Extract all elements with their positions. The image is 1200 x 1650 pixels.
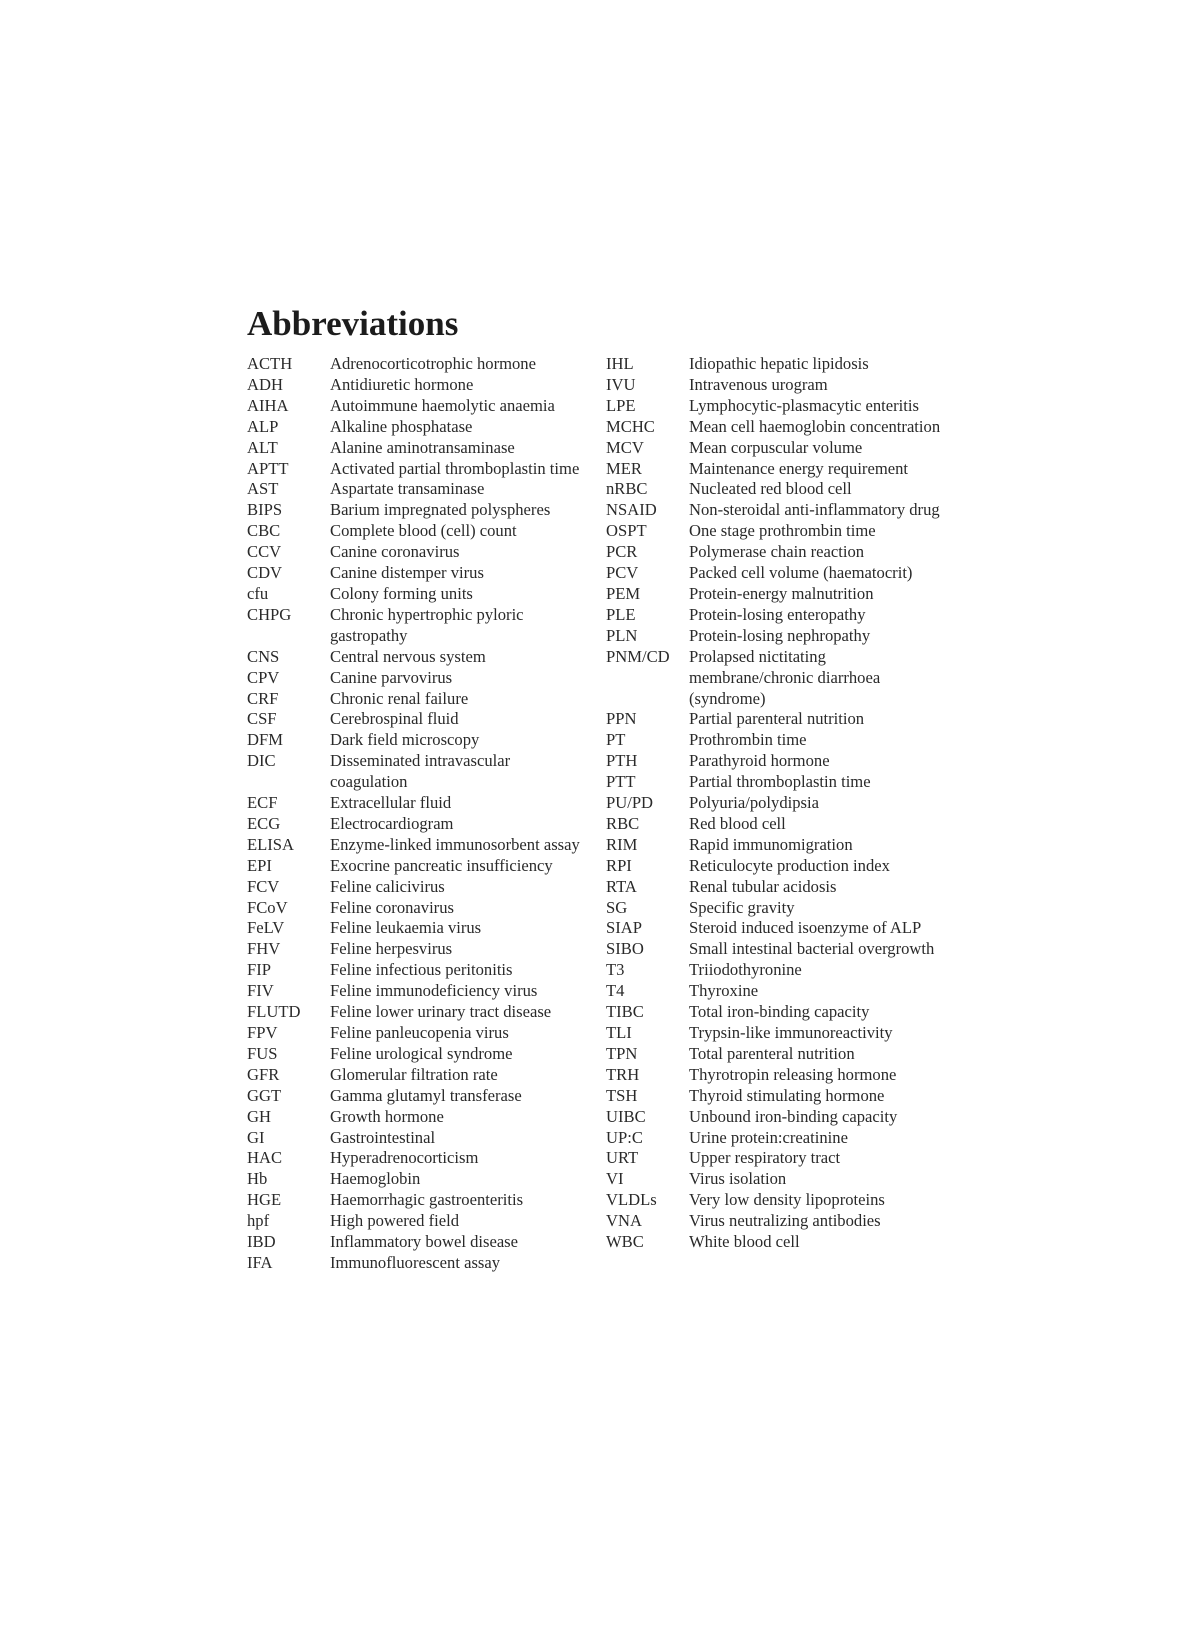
- abbreviation-definition: Protein-energy malnutrition: [689, 583, 874, 603]
- abbreviation-code: FPV: [247, 1023, 278, 1042]
- abbreviation-definition: Cerebrospinal fluid: [330, 709, 459, 729]
- abbreviation-code: FLUTD: [247, 1002, 301, 1022]
- abbreviation-code: hpf: [247, 1211, 270, 1231]
- abbreviation-entry: [606, 354, 946, 375]
- abbreviation-entry: [606, 1107, 946, 1128]
- abbreviation-definition: Maintenance energy requirement: [689, 458, 909, 478]
- abbreviation-entry: [606, 918, 946, 939]
- abbreviation-entry: [606, 730, 946, 751]
- abbreviation-code: TPN: [606, 1043, 638, 1063]
- abbreviation-definition: Canine coronavirus: [330, 542, 460, 562]
- abbreviation-definition: Upper respiratory tract: [689, 1148, 841, 1168]
- abbreviation-code: HAC: [247, 1148, 283, 1168]
- abbreviation-entry: [606, 1023, 946, 1044]
- abbreviation-definition: Feline panleucopenia virus: [330, 1023, 509, 1042]
- abbreviation-entry: [247, 877, 582, 898]
- abbreviation-entry: [247, 1169, 582, 1190]
- abbreviation-entry: [247, 1002, 582, 1023]
- abbreviation-definition: Feline coronavirus: [330, 897, 454, 917]
- abbreviation-entry: [247, 856, 582, 877]
- abbreviation-definition: Trypsin-like immunoreactivity: [689, 1023, 893, 1042]
- abbreviation-entry: [606, 835, 946, 856]
- abbreviation-entry: [247, 438, 582, 459]
- abbreviation-entry: [606, 563, 946, 584]
- abbreviation-definition: Inflammatory bowel disease: [330, 1232, 519, 1252]
- abbreviation-code: IFA: [247, 1252, 273, 1272]
- abbreviation-definition: Immunofluorescent assay: [330, 1252, 501, 1272]
- abbreviation-code: PEM: [606, 583, 641, 603]
- abbreviation-definition: Prolapsed nictitating membrane/chronic diarrhoea (syndrome): [689, 646, 881, 708]
- abbreviation-code: TIBC: [606, 1002, 644, 1022]
- abbreviation-entry: [606, 1065, 946, 1086]
- abbreviation-code: PCR: [606, 542, 638, 562]
- abbreviation-code: UP:C: [606, 1127, 643, 1147]
- abbreviation-entry: [247, 1065, 582, 1086]
- abbreviation-code: GGT: [247, 1085, 282, 1105]
- abbreviation-definition: Intravenous urogram: [689, 374, 828, 394]
- abbreviation-definition: Aspartate transaminase: [330, 479, 485, 499]
- abbreviation-code: BIPS: [247, 500, 283, 520]
- abbreviation-code: FHV: [247, 939, 281, 959]
- abbreviation-definition: Canine distemper virus: [330, 563, 484, 583]
- abbreviation-entry: [247, 584, 582, 605]
- abbreviation-entry: [606, 396, 946, 417]
- abbreviation-code: TSH: [606, 1085, 638, 1105]
- abbreviation-code: CRF: [247, 688, 279, 708]
- abbreviation-definition: Packed cell volume (haematocrit): [689, 563, 913, 583]
- abbreviation-entry: [247, 417, 582, 438]
- abbreviation-entry: [247, 1148, 582, 1169]
- abbreviation-entry: [606, 877, 946, 898]
- abbreviation-entry: [606, 960, 946, 981]
- abbreviation-definition: Thyroid stimulating hormone: [689, 1085, 885, 1105]
- abbreviation-definition: Gastrointestinal: [330, 1127, 436, 1147]
- abbreviation-entry: [247, 1023, 582, 1044]
- abbreviation-entry: [606, 1190, 946, 1211]
- abbreviation-entry: [606, 542, 946, 563]
- abbreviation-code: CCV: [247, 542, 282, 562]
- abbreviation-definition: Partial parenteral nutrition: [689, 709, 865, 729]
- abbreviation-definition: Idiopathic hepatic lipidosis: [689, 354, 869, 373]
- abbreviation-code: IVU: [606, 374, 636, 394]
- abbreviation-entry: [247, 521, 582, 542]
- abbreviation-entry: [247, 1107, 582, 1128]
- abbreviation-entry: [606, 939, 946, 960]
- abbreviation-code: PTH: [606, 751, 638, 771]
- abbreviation-entry: [606, 814, 946, 835]
- abbreviation-code: GH: [247, 1106, 271, 1126]
- abbreviation-definition: Unbound iron-binding capacity: [689, 1106, 898, 1126]
- abbreviation-definition: Gamma glutamyl transferase: [330, 1085, 522, 1105]
- abbreviation-entry: [247, 668, 582, 689]
- abbreviation-entry: [606, 375, 946, 396]
- abbreviation-definition: Barium impregnated polyspheres: [330, 500, 551, 520]
- abbreviation-entry: [606, 1128, 946, 1149]
- abbreviation-definition: Triiodothyronine: [689, 960, 802, 980]
- abbreviation-entry: [247, 1232, 582, 1253]
- abbreviation-list-left: [247, 354, 582, 1274]
- abbreviation-code: PT: [606, 730, 626, 750]
- abbreviation-code: OSPT: [606, 521, 647, 541]
- abbreviation-definition: Non-steroidal anti-inflammatory drug: [689, 500, 940, 520]
- abbreviation-definition: High powered field: [330, 1211, 460, 1231]
- abbreviation-definition: Alkaline phosphatase: [330, 416, 473, 436]
- abbreviation-definition: Parathyroid hormone: [689, 751, 830, 771]
- abbreviation-entry: [247, 918, 582, 939]
- abbreviation-definition: Autoimmune haemolytic anaemia: [330, 395, 555, 415]
- abbreviation-code: AST: [247, 479, 279, 499]
- abbreviation-entry: [247, 500, 582, 521]
- abbreviation-definition: Virus isolation: [689, 1169, 787, 1189]
- abbreviation-entry: [606, 584, 946, 605]
- abbreviation-definition: Thyroxine: [689, 981, 759, 1001]
- abbreviation-definition: Exocrine pancreatic insufficiency: [330, 855, 553, 875]
- abbreviation-entry: [247, 1086, 582, 1107]
- abbreviation-definition: Canine parvovirus: [330, 667, 453, 687]
- abbreviation-code: T3: [606, 960, 625, 980]
- abbreviation-list-right: [606, 354, 946, 1253]
- abbreviation-entry: [247, 1190, 582, 1211]
- abbreviation-code: MCV: [606, 437, 644, 457]
- abbreviation-code: TRH: [606, 1064, 640, 1084]
- abbreviation-definition: Central nervous system: [330, 646, 486, 666]
- abbreviation-definition: Dark field microscopy: [330, 730, 480, 750]
- abbreviation-entry: [247, 375, 582, 396]
- abbreviation-entry: [606, 521, 946, 542]
- abbreviation-code: RPI: [606, 855, 632, 875]
- abbreviation-definition: Growth hormone: [330, 1106, 444, 1126]
- abbreviation-entry: [247, 1253, 582, 1274]
- abbreviation-code: PU/PD: [606, 793, 654, 813]
- abbreviation-definition: Mean corpuscular volume: [689, 437, 863, 457]
- abbreviation-definition: Alanine aminotransaminase: [330, 437, 515, 457]
- abbreviation-entry: [247, 981, 582, 1002]
- abbreviation-definition: Haemoglobin: [330, 1169, 421, 1189]
- abbreviation-code: SG: [606, 897, 628, 917]
- abbreviation-definition: Complete blood (cell) count: [330, 521, 517, 541]
- abbreviation-entry: [606, 856, 946, 877]
- abbreviation-entry: [247, 1044, 582, 1065]
- abbreviation-code: CNS: [247, 646, 280, 666]
- abbreviation-entry: [247, 1211, 582, 1232]
- abbreviation-entry: [606, 1044, 946, 1065]
- abbreviation-definition: Red blood cell: [689, 813, 786, 833]
- abbreviation-definition: Thyrotropin releasing hormone: [689, 1064, 897, 1084]
- abbreviation-code: ADH: [247, 374, 283, 394]
- abbreviation-definition: Nucleated red blood cell: [689, 479, 852, 499]
- abbreviation-definition: Total iron-binding capacity: [689, 1002, 870, 1022]
- abbreviation-definition: Haemorrhagic gastroenteritis: [330, 1190, 524, 1210]
- abbreviation-code: PTT: [606, 772, 636, 792]
- abbreviation-entry: [247, 396, 582, 417]
- abbreviation-code: nRBC: [606, 479, 648, 499]
- abbreviation-entry: [247, 479, 582, 500]
- abbreviation-entry: [247, 1128, 582, 1149]
- abbreviation-definition: White blood cell: [689, 1232, 800, 1252]
- abbreviation-code: PNM/CD: [606, 646, 670, 666]
- abbreviation-entry: [247, 354, 582, 375]
- abbreviation-code: SIBO: [606, 939, 644, 959]
- abbreviation-code: ECF: [247, 793, 278, 813]
- abbreviation-definition: Activated partial thromboplastin time: [330, 458, 580, 478]
- abbreviation-code: GI: [247, 1127, 265, 1147]
- abbreviation-definition: One stage prothrombin time: [689, 521, 876, 541]
- abbreviation-code: VI: [606, 1169, 624, 1189]
- abbreviation-entry: [606, 1169, 946, 1190]
- abbreviation-code: Hb: [247, 1169, 268, 1189]
- abbreviation-entry: [247, 689, 582, 710]
- abbreviation-code: MCHC: [606, 416, 655, 436]
- abbreviation-code: ALT: [247, 437, 278, 457]
- abbreviation-entry: [247, 898, 582, 919]
- abbreviation-definition: Chronic hypertrophic pyloric gastropathy: [330, 604, 524, 645]
- abbreviation-entry: [247, 730, 582, 751]
- abbreviation-definition: Small intestinal bacterial overgrowth: [689, 939, 935, 959]
- abbreviation-entry: [247, 939, 582, 960]
- abbreviation-code: T4: [606, 981, 625, 1001]
- abbreviation-code: FUS: [247, 1043, 278, 1063]
- abbreviation-entry: [606, 605, 946, 626]
- abbreviation-code: CDV: [247, 563, 283, 583]
- abbreviation-entry: [606, 709, 946, 730]
- abbreviation-code: GFR: [247, 1064, 280, 1084]
- abbreviation-code: SIAP: [606, 918, 642, 938]
- abbreviation-definition: Steroid induced isoenzyme of ALP: [689, 918, 922, 938]
- abbreviation-definition: Extracellular fluid: [330, 793, 452, 813]
- abbreviation-entry: [606, 1002, 946, 1023]
- abbreviation-code: HGE: [247, 1190, 282, 1210]
- abbreviation-code: PLE: [606, 604, 636, 624]
- abbreviation-code: cfu: [247, 583, 269, 603]
- abbreviation-entry: [247, 793, 582, 814]
- abbreviation-code: TLI: [606, 1023, 632, 1042]
- abbreviation-definition: Specific gravity: [689, 897, 795, 917]
- abbreviation-code: IBD: [247, 1232, 276, 1252]
- abbreviation-definition: Mean cell haemoglobin concentration: [689, 416, 941, 436]
- abbreviation-code: RIM: [606, 834, 638, 854]
- abbreviation-definition: Feline immunodeficiency virus: [330, 981, 538, 1001]
- abbreviation-entry: [247, 647, 582, 668]
- page-title: Abbreviations: [247, 304, 459, 343]
- abbreviation-entry: [606, 981, 946, 1002]
- abbreviation-entry: [247, 814, 582, 835]
- abbreviation-definition: Lymphocytic-plasmacytic enteritis: [689, 395, 919, 415]
- abbreviation-definition: Feline lower urinary tract disease: [330, 1002, 552, 1022]
- abbreviation-definition: Polymerase chain reaction: [689, 542, 865, 562]
- abbreviation-code: MER: [606, 458, 642, 478]
- abbreviation-definition: Feline urological syndrome: [330, 1043, 513, 1063]
- abbreviation-entry: [606, 459, 946, 480]
- abbreviation-code: RTA: [606, 876, 637, 896]
- abbreviation-entry: [606, 626, 946, 647]
- abbreviation-entry: [247, 605, 582, 647]
- abbreviation-definition: Hyperadrenocorticism: [330, 1148, 479, 1168]
- abbreviation-entry: [247, 563, 582, 584]
- abbreviation-entry: [606, 479, 946, 500]
- abbreviation-definition: Protein-losing enteropathy: [689, 604, 866, 624]
- abbreviation-code: CHPG: [247, 604, 292, 624]
- abbreviation-definition: Electrocardiogram: [330, 813, 454, 833]
- abbreviation-code: ELISA: [247, 834, 295, 854]
- abbreviation-code: FeLV: [247, 918, 285, 938]
- abbreviation-entry: [606, 1232, 946, 1253]
- abbreviation-code: FCV: [247, 876, 280, 896]
- abbreviation-entry: [247, 709, 582, 730]
- abbreviation-code: PLN: [606, 625, 638, 645]
- abbreviation-code: CBC: [247, 521, 281, 541]
- abbreviation-entry: [606, 417, 946, 438]
- abbreviation-code: PPN: [606, 709, 637, 729]
- abbreviation-definition: Urine protein:creatinine: [689, 1127, 848, 1147]
- abbreviation-entry: [247, 960, 582, 981]
- abbreviation-code: PCV: [606, 563, 639, 583]
- abbreviation-entry: [247, 751, 582, 793]
- abbreviation-entry: [606, 751, 946, 772]
- abbreviation-definition: Enzyme-linked immunosorbent assay: [330, 834, 580, 854]
- abbreviation-definition: Rapid immunomigration: [689, 834, 853, 854]
- abbreviation-code: ECG: [247, 813, 281, 833]
- abbreviation-entry: [247, 835, 582, 856]
- abbreviation-definition: Antidiuretic hormone: [330, 374, 474, 394]
- abbreviation-entry: [606, 1086, 946, 1107]
- abbreviation-code: FIP: [247, 960, 271, 980]
- abbreviation-code: LPE: [606, 395, 636, 415]
- abbreviation-code: UIBC: [606, 1106, 646, 1126]
- abbreviation-code: IHL: [606, 354, 634, 373]
- abbreviation-code: VNA: [606, 1211, 642, 1231]
- abbreviation-entry: [606, 647, 946, 710]
- abbreviation-definition: Feline calicivirus: [330, 876, 445, 896]
- abbreviation-code: ACTH: [247, 354, 293, 373]
- abbreviation-definition: Virus neutralizing antibodies: [689, 1211, 881, 1231]
- abbreviation-definition: Disseminated intravascular coagulation: [330, 751, 511, 792]
- abbreviation-definition: Prothrombin time: [689, 730, 807, 750]
- abbreviation-code: EPI: [247, 855, 272, 875]
- abbreviation-code: NSAID: [606, 500, 657, 520]
- abbreviation-entry: [247, 459, 582, 480]
- abbreviation-definition: Partial thromboplastin time: [689, 772, 871, 792]
- abbreviation-definition: Protein-losing nephropathy: [689, 625, 871, 645]
- abbreviation-definition: Glomerular filtration rate: [330, 1064, 498, 1084]
- abbreviation-definition: Feline herpesvirus: [330, 939, 453, 959]
- abbreviation-code: FIV: [247, 981, 274, 1001]
- abbreviation-code: APTT: [247, 458, 289, 478]
- abbreviation-definition: Reticulocyte production index: [689, 855, 890, 875]
- abbreviation-definition: Feline leukaemia virus: [330, 918, 482, 938]
- abbreviation-definition: Total parenteral nutrition: [689, 1043, 855, 1063]
- abbreviation-definition: Very low density lipoproteins: [689, 1190, 885, 1210]
- abbreviation-entry: [606, 772, 946, 793]
- abbreviation-code: DIC: [247, 751, 276, 771]
- abbreviation-code: RBC: [606, 813, 640, 833]
- abbreviation-code: ALP: [247, 416, 279, 436]
- abbreviation-entry: [606, 793, 946, 814]
- abbreviation-entry: [606, 438, 946, 459]
- abbreviation-code: URT: [606, 1148, 639, 1168]
- abbreviation-entry: [606, 1211, 946, 1232]
- abbreviation-definition: Renal tubular acidosis: [689, 876, 837, 896]
- abbreviation-definition: Adrenocorticotrophic hormone: [330, 354, 536, 373]
- abbreviation-code: VLDLs: [606, 1190, 657, 1210]
- abbreviation-definition: Chronic renal failure: [330, 688, 469, 708]
- abbreviation-code: DFM: [247, 730, 283, 750]
- abbreviation-code: CSF: [247, 709, 277, 729]
- abbreviation-entry: [247, 542, 582, 563]
- abbreviation-definition: Colony forming units: [330, 583, 473, 603]
- abbreviation-entry: [606, 898, 946, 919]
- abbreviation-code: AIHA: [247, 395, 289, 415]
- abbreviation-definition: Feline infectious peritonitis: [330, 960, 513, 980]
- abbreviation-code: WBC: [606, 1232, 644, 1252]
- abbreviation-code: FCoV: [247, 897, 288, 917]
- abbreviation-entry: [606, 1148, 946, 1169]
- abbreviation-entry: [606, 500, 946, 521]
- abbreviation-code: CPV: [247, 667, 280, 687]
- abbreviation-definition: Polyuria/polydipsia: [689, 793, 819, 813]
